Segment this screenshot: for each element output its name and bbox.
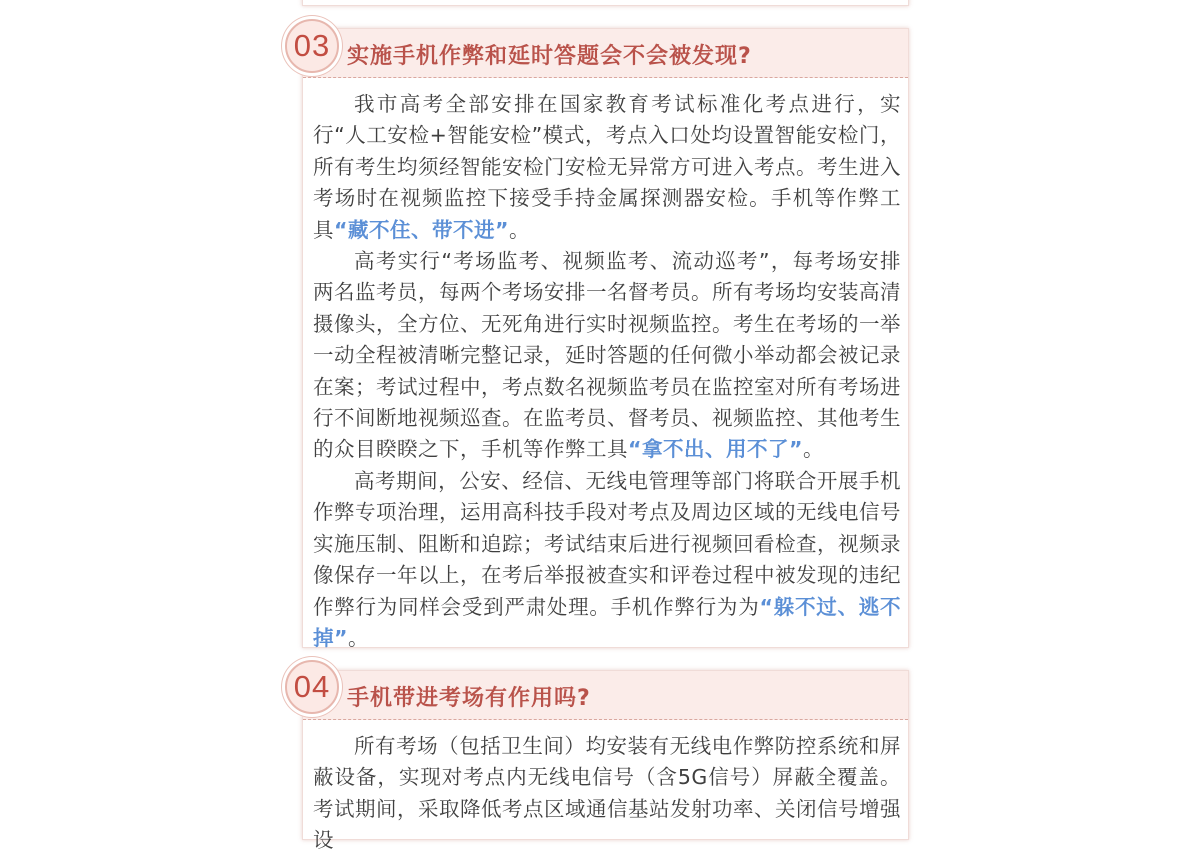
paragraph-text: 高考实行“考场监考、视频监考、流动巡考”，每考场安排两名监考员，每两个考场安排一名督考员。所有考场均安装高清摄像头，全方位、无死角进行实时视频监控。考生在考场的一举一动全程被清晰完整记录，延时答题的任何微小举动都会被记录在案；考试过程中，考点数名视频监考员在监控室对所有考场进行不间断地视频巡查。在监考员、督考员、视频监控、其他考生的众目睽睽之下，手机等作弊工具: [313, 249, 901, 462]
paragraph: [313, 89, 901, 246]
highlight-phrase: “藏不住、带不进”: [334, 217, 509, 242]
section-number-badge: [285, 19, 339, 73]
section-header: [303, 671, 908, 720]
section-body: [313, 731, 901, 857]
paragraph: [313, 731, 901, 857]
paragraph-end: 。: [802, 437, 824, 462]
highlight-phrase: “躲不过、逃不掉”: [313, 594, 902, 650]
paragraph-text: 所有考场（包括卫生间）均安装有无线电作弊防控系统和屏蔽设备，实现对考点内无线电信号（含5G信号）屏蔽全覆盖。考试期间，采取降低考点区域通信基站发射功率、关闭信号增强设: [313, 734, 901, 853]
section-title: 实施手机作弊和延时答题会不会被发现?: [347, 44, 752, 69]
previous-section-card: [302, 0, 909, 6]
paragraph-end: 。: [347, 625, 369, 650]
section-number-badge: [285, 660, 339, 714]
paragraph-end: 。: [508, 217, 530, 242]
paragraph: [313, 466, 901, 654]
section-number: 04: [293, 669, 331, 704]
paragraph: [313, 246, 901, 466]
section-number: 03: [293, 28, 331, 63]
highlight-phrase: “拿不出、用不了”: [628, 437, 803, 462]
paragraph-text: 高考期间，公安、经信、无线电管理等部门将联合开展手机作弊专项治理，运用高科技手段对考点及周边区域的无线电信号实施压制、阻断和追踪；考试结束后进行视频回看检查，视频录像保存一年以上，在考后举报被查实和评卷过程中被发现的违纪作弊行为同样会受到严肃处理。手机作弊行为为: [313, 468, 901, 619]
section-header: [303, 29, 908, 78]
paragraph-text: 我市高考全部安排在国家教育考试标准化考点进行，实行“人工安检+智能安检”模式，考点入口处均设置智能安检门，所有考生均须经智能安检门安检无异常方可进入考点。考生进入考场时在视频监控下接受手持金属探测器安检。手机等作弊工具: [313, 92, 901, 242]
section-card-03: [302, 28, 909, 648]
section-title: 手机带进考场有作用吗?: [347, 686, 591, 711]
section-body: [313, 89, 901, 654]
